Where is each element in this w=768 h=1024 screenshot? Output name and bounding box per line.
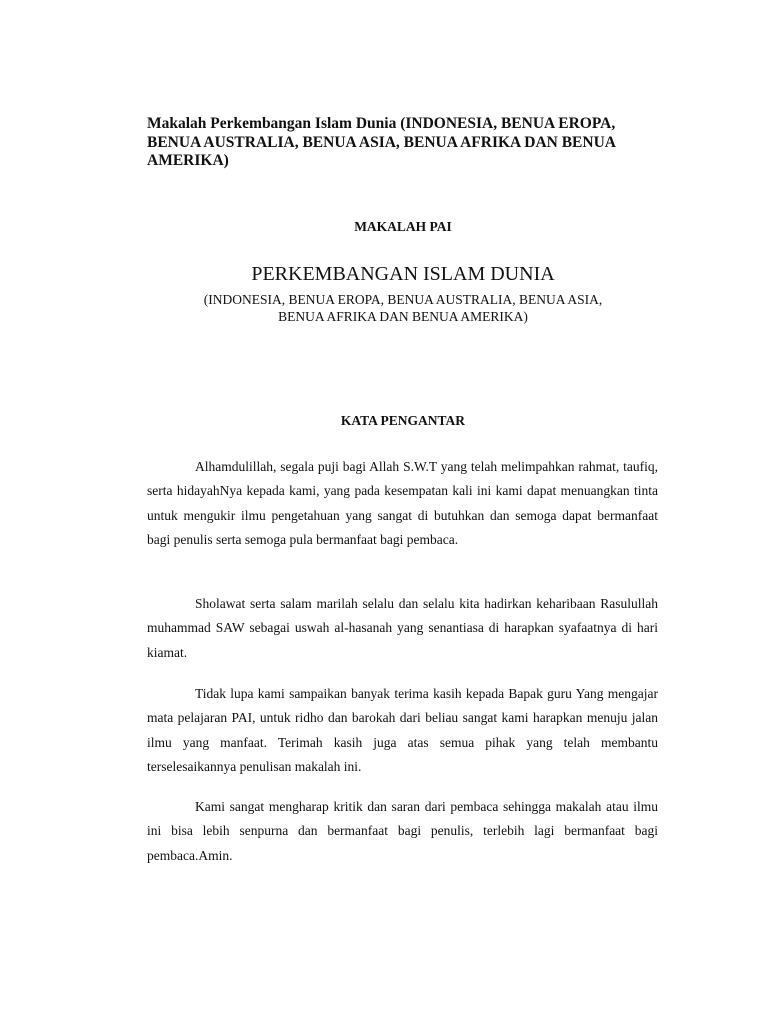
sub-heading-line-1: (INDONESIA, BENUA EROPA, BENUA AUSTRALIA, BENUA ASIA, bbox=[203, 292, 603, 307]
paragraph: Kami sangat mengharap kritik dan saran dari pembaca sehingga makalah atau ilmu ini bisa lebih senpurna dan bermanfaat bagi penulis, terlebih lagi bermanfaat bagi pembaca.Amin. bbox=[147, 799, 658, 863]
paragraph: Tidak lupa kami sampaikan banyak terima kasih kepada Bapak guru Yang mengajar mata pelajaran PAI, untuk ridho dan barokah dari beliau sangat kami harapkan menuju jalan ilmu yang manfaat. Terimah kasih juga atas semua pihak yang telah membantu terselesaikannya penulisan makalah ini. bbox=[147, 686, 658, 774]
paper-label: MAKALAH PAI bbox=[354, 219, 452, 234]
paragraph: Sholawat serta salam marilah selalu dan selalu kita hadirkan keharibaan Rasulullah muhammad SAW sebagai uswah al-hasanah yang senantiasa di harapkan syafaatnya di hari kiamat. bbox=[147, 596, 658, 660]
section-heading: KATA PENGANTAR bbox=[340, 413, 466, 428]
sub-heading-line-2: BENUA AFRIKA DAN BENUA AMERIKA) bbox=[278, 309, 528, 324]
paragraph: Alhamdulillah, segala puji bagi Allah S.W.T yang telah melimpahkan rahmat, taufiq, serta hidayahNya kepada kami, yang pada kesempatan kali ini kami dapat menuangkan tinta untuk mengukir ilmu pengetahuan yang sangat di butuhkan dan semoga dapat bermanfaat bagi penulis serta semoga pula bermanfaat bagi pembaca. bbox=[147, 459, 658, 547]
document-title: Makalah Perkembangan Islam Dunia (INDONESIA, BENUA EROPA, BENUA AUSTRALIA, BENUA ASIA, BENUA AFRIKA DAN BENUA AMERIKA) bbox=[147, 115, 616, 169]
sub-heading bbox=[147, 291, 659, 325]
main-heading: PERKEMBANGAN ISLAM DUNIA bbox=[251, 263, 555, 285]
